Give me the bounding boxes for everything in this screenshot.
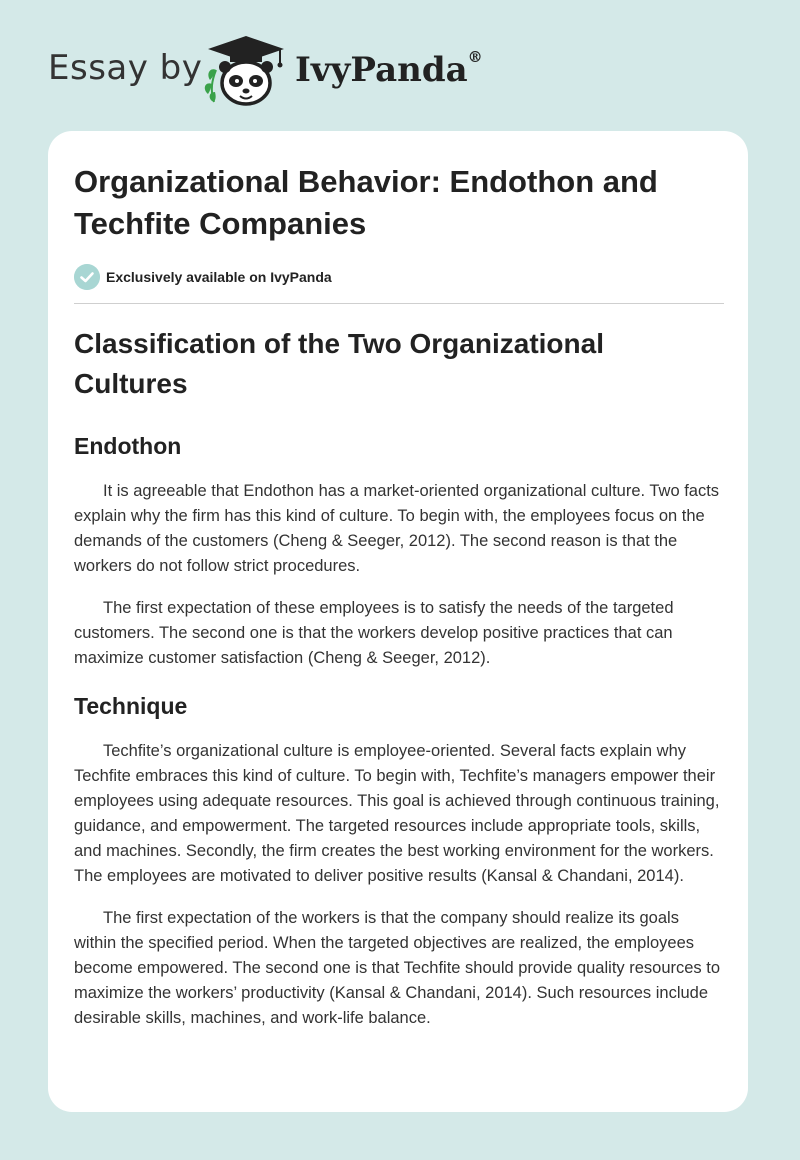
registered-mark: ® [467,48,483,66]
page-title: Organizational Behavior: Endothon and Techfite Companies [74,164,658,241]
site-header [48,30,748,110]
exclusive-badge [74,264,332,290]
essay-by-label: Essay by [48,48,203,88]
paragraph: Techfite’s organizational culture is employee-oriented. Several facts explain why Techfite embraces this kind of culture. To begin with, Techfite’s managers empower their employees using adequate resources. This goal is achieved through continuous training, guidance, and empowerment. The targeted resources include appropriate tools, skills, and machines. Secondly, the firm creates the best working environment for the workers. The employees are motivated to deliver positive results (Kansal & Chandani, 2014). [74,742,720,885]
brand-name[interactable]: IvyPanda® [295,48,483,90]
subsection-heading-endothon: Endothon [74,433,182,459]
section-heading: Classification of the Two Organizational Cultures [74,328,604,399]
subsection-heading-technique: Technique [74,693,188,719]
paragraph: The first expectation of these employees is to satisfy the needs of the targeted customers. The second one is that the workers develop positive practices that can maximize customer satisfaction (Cheng & Seeger, 2012). [74,599,674,667]
badge-text: Exclusively available on IvyPanda [106,269,332,285]
paragraph: It is agreeable that Endothon has a market-oriented organizational culture. Two facts explain why the firm has this kind of culture. To begin with, the employees focus on the demands of the customers (Cheng & Seeger, 2012). The second reason is that the workers do not follow strict procedures. [74,482,720,575]
divider [74,303,724,304]
article-card [48,131,748,1112]
check-circle-icon [74,264,100,290]
article-body [74,324,724,1031]
paragraph: The first expectation of the workers is that the company should realize its goals within the specified period. When the targeted objectives are realized, the employees become empowered. The second one is that Techfite should provide quality resources to maximize the workers’ productivity (Kansal & Chandani, 2014). Such resources include desirable skills, machines, and work-life balance. [74,909,721,1027]
panda-graduate-icon [200,34,292,108]
